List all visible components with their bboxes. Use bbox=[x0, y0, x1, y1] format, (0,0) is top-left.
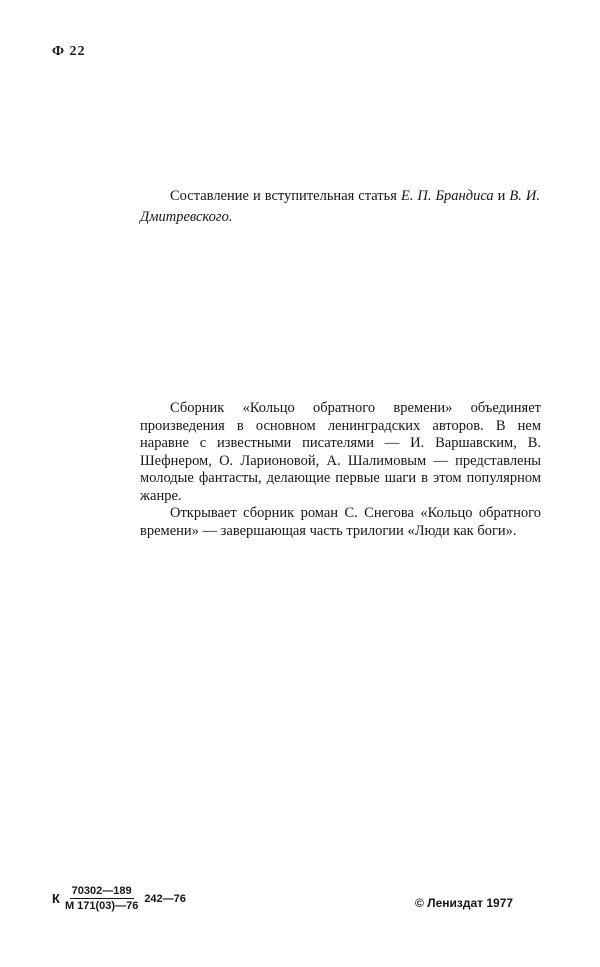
author-name-2: В. И. Дмитревского. bbox=[140, 188, 540, 225]
publisher-code-denominator: М 171(03)—76 bbox=[64, 900, 139, 912]
compilers-credit bbox=[140, 186, 540, 228]
author-name-1: Е. П. Брандиса bbox=[400, 188, 494, 204]
annotation-paragraph-2: Открывает сборник роман С. Снегова «Кольцо обратного времени» — завершающая часть трилогии «Люди как боги». bbox=[140, 505, 541, 539]
publisher-code-suffix: 242—76 bbox=[144, 892, 186, 905]
compilers-text: Составление и вступительная статья bbox=[170, 188, 401, 204]
classification-code: Ф 22 bbox=[52, 44, 86, 59]
publisher-code bbox=[52, 885, 186, 912]
compilers-conjunction: и bbox=[493, 188, 510, 204]
annotation bbox=[140, 400, 541, 540]
publisher-code-letter: К bbox=[52, 891, 60, 906]
copyright-notice: © Лениздат 1977 bbox=[415, 896, 514, 910]
publisher-code-fraction bbox=[65, 885, 138, 912]
publisher-code-numerator: 70302—189 bbox=[71, 885, 132, 897]
annotation-paragraph-1: Сборник «Кольцо обратного времени» объединяет произведения в основном ленинградских авторов. В нем наравне с известными писателями — И. Варшавским, В. Шефнером, О. Ларионовой, А. Шалимовым — представлены молодые фантасты, делающие первые шаги в этом популярном жанре. bbox=[140, 400, 541, 504]
